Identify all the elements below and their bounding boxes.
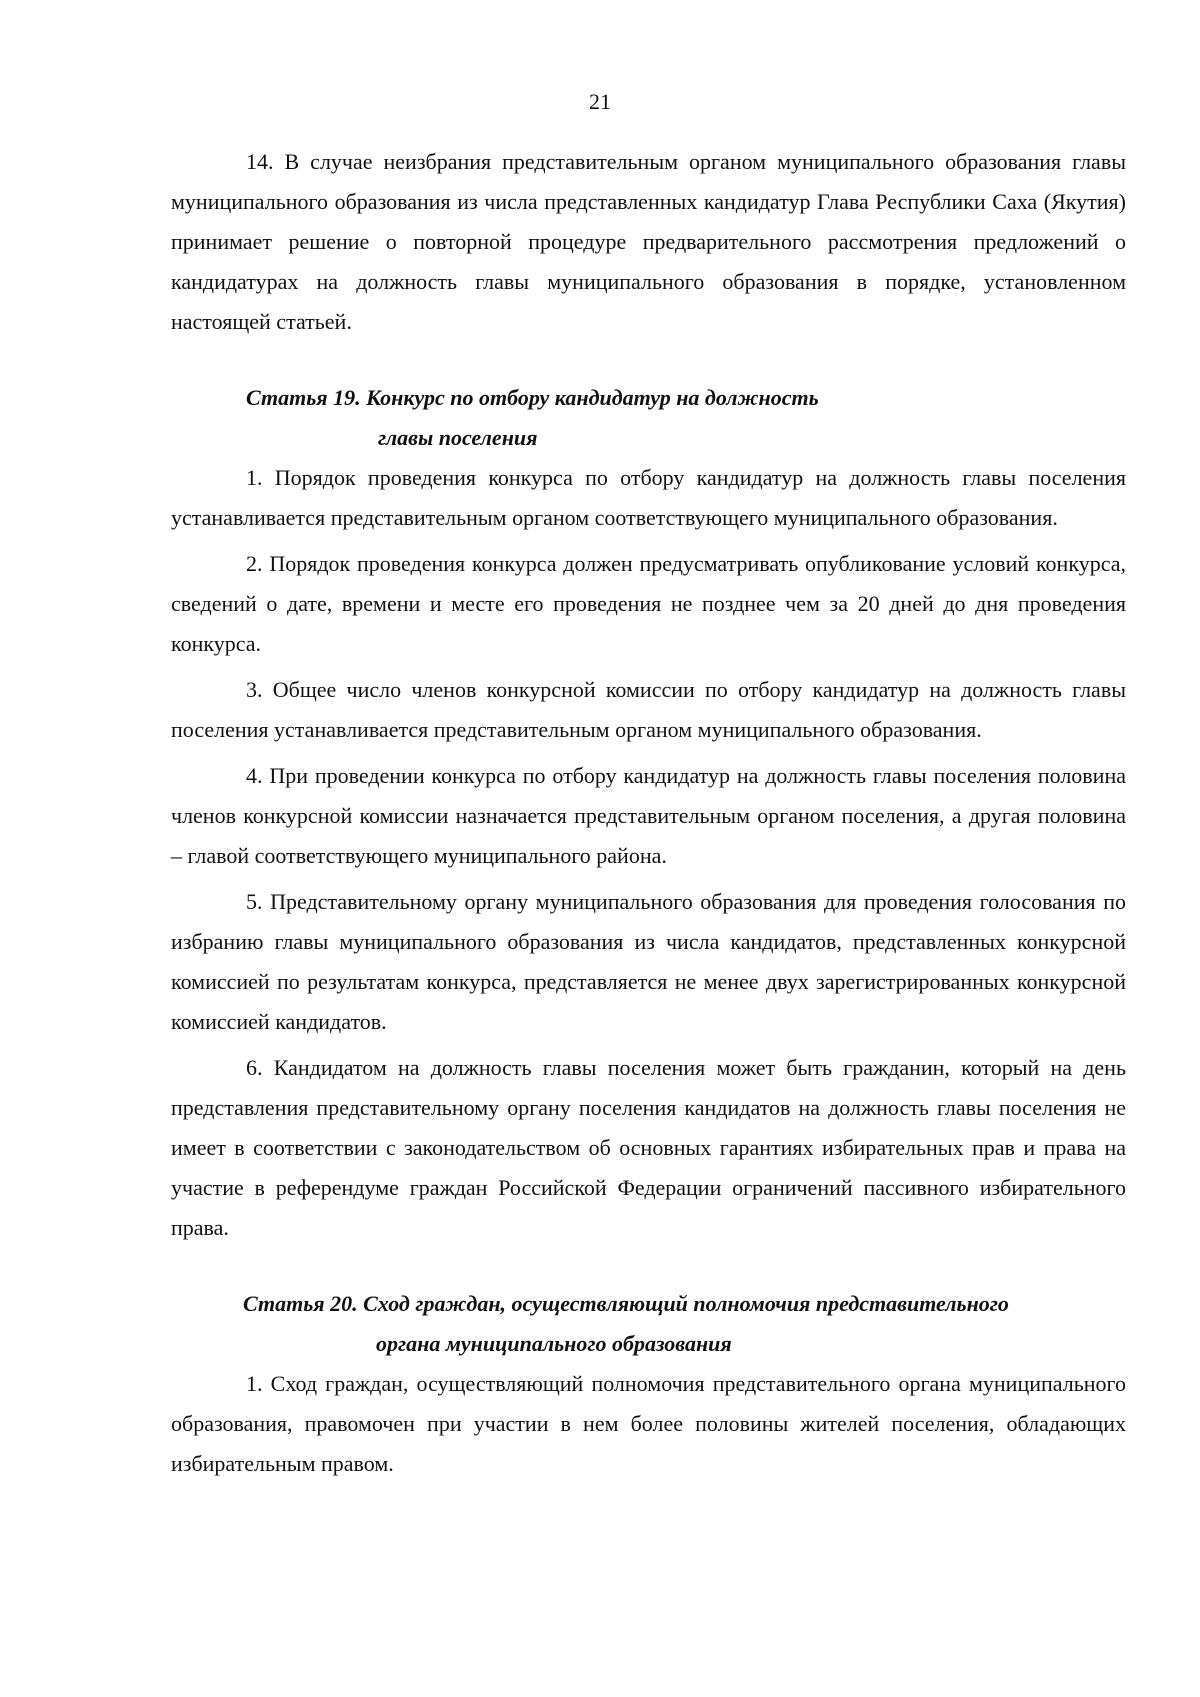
article-20-heading	[171, 1284, 1126, 1364]
article-20-heading-line1: Статья 20. Сход граждан, осуществляющий полномочия представительного	[243, 1291, 1009, 1316]
article-19-heading-line1: Статья 19. Конкурс по отбору кандидатур на должность	[246, 385, 819, 410]
article-19-paragraph-3: 3. Общее число членов конкурсной комиссии по отбору кандидатур на должность главы поселения устанавливается представительным органом муниципального образования.	[171, 677, 1126, 742]
article-19-paragraph-2: 2. Порядок проведения конкурса должен предусматривать опубликование условий конкурса, сведений о дате, времени и месте его проведения не позднее чем за 20 дней до дня проведения конкурса.	[171, 551, 1126, 656]
paragraph-14: 14. В случае неизбрания представительным органом муниципального образования главы муниципального образования из числа представленных кандидатур Глава Республики Саха (Якутия) принимает решение о повторной процедуре предварительного рассмотрения предложений о кандидатурах на должность главы муниципального образования в порядке, установленном настоящей статьей.	[171, 149, 1126, 334]
article-19-heading-line2: главы поселения	[378, 425, 538, 450]
article-20-heading-line2: органа муниципального образования	[376, 1331, 732, 1356]
article-19-paragraph-1: 1. Порядок проведения конкурса по отбору кандидатур на должность главы поселения устанавливается представительным органом соответствующего муниципального образования.	[171, 465, 1126, 530]
document-body	[171, 142, 1126, 1484]
article-20-paragraph-1: 1. Сход граждан, осуществляющий полномочия представительного органа муниципального образования, правомочен при участии в нем более половины жителей поселения, обладающих избирательным правом.	[171, 1371, 1126, 1476]
article-19-heading	[171, 378, 1126, 458]
page-number: 21	[589, 89, 611, 114]
article-19-paragraph-5: 5. Представительному органу муниципального образования для проведения голосования по избранию главы муниципального образования из числа кандидатов, представленных конкурсной комиссией по результатам конкурса, представляется не менее двух зарегистрированных конкурсной комиссией кандидатов.	[171, 889, 1126, 1034]
article-19-paragraph-6: 6. Кандидатом на должность главы поселения может быть гражданин, который на день представления представительному органу поселения кандидатов на должность главы поселения не имеет в соответствии с законодательством об основных гарантиях избирательных прав и права на участие в референдуме граждан Российской Федерации ограничений пассивного избирательного права.	[171, 1055, 1126, 1240]
article-19-paragraph-4: 4. При проведении конкурса по отбору кандидатур на должность главы поселения половина членов конкурсной комиссии назначается представительным органом поселения, а другая половина – главой соответствующего муниципального района.	[171, 763, 1126, 868]
